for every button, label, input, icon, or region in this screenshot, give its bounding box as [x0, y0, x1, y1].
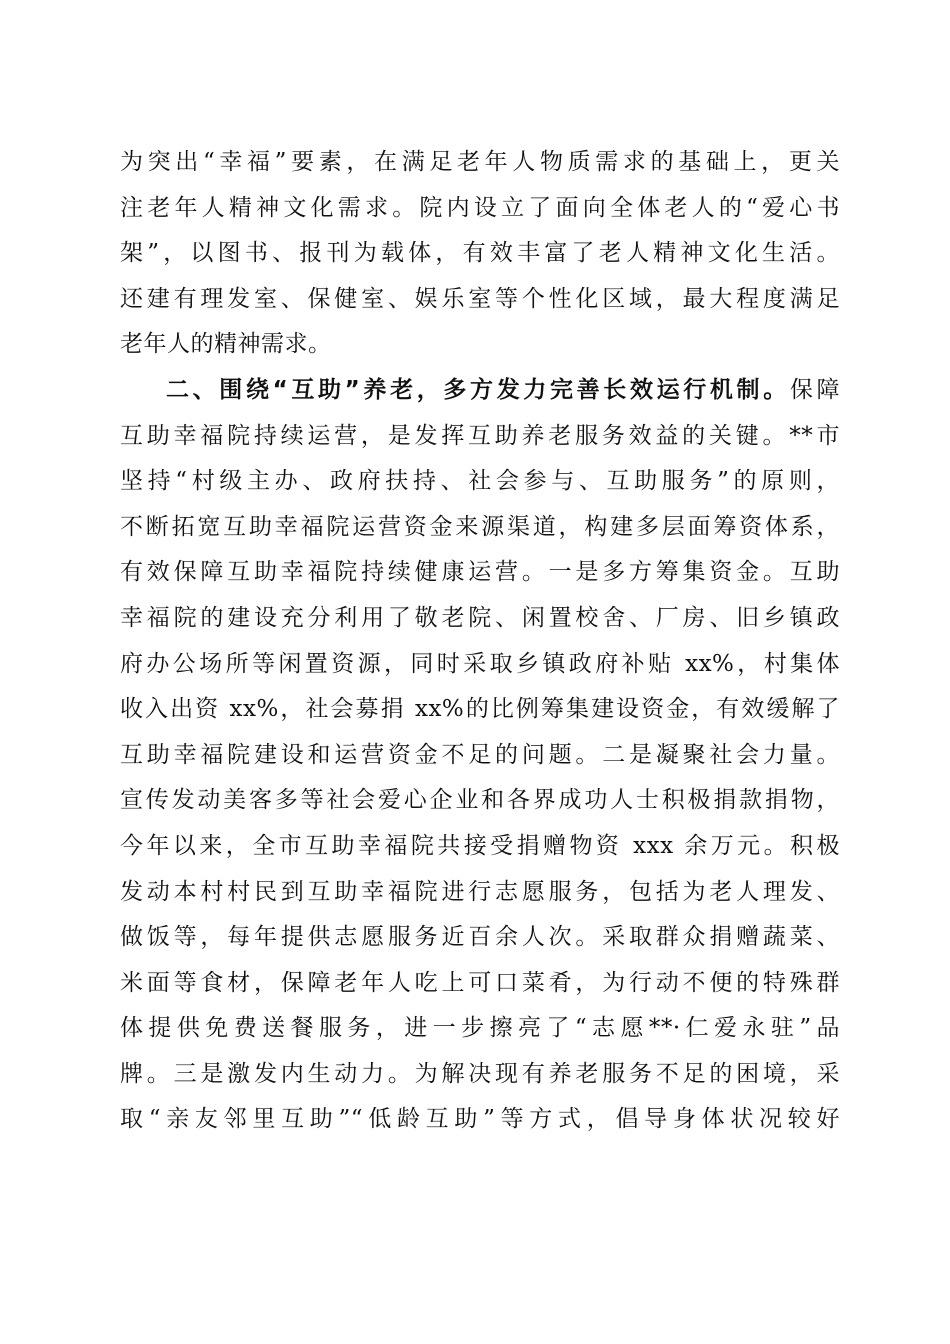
paragraph-2: [120, 368, 840, 1143]
document-body: [120, 140, 840, 1143]
text-line: 米面等食材，保障老年人吃上可口菜肴，为行动不便的特殊群: [120, 969, 840, 996]
text-line: 取“亲友邻里互助”“低龄互助”等方式，倡导身体状况较好: [120, 1106, 840, 1133]
text-line: 为突出“幸福”要素，在满足老年人物质需求的基础上，更关: [120, 149, 840, 175]
text-line: 坚持“村级主办、政府扶持、社会参与、互助服务”的原则，: [120, 468, 840, 495]
text-line: 宣传发动美客多等社会爱心企业和各界成功人士积极捐款捐物，: [120, 787, 840, 814]
text-line: 不断拓宽互助幸福院运营资金来源渠道，构建多层面筹资体系，: [120, 513, 840, 540]
text-line: 收入出资 xx%，社会募捐 xx%的比例筹集建设资金，有效缓解了: [120, 696, 840, 723]
text-line: 做饭等，每年提供志愿服务近百余人次。采取群众捐赠蔬菜、: [120, 924, 840, 951]
text-line: 发动本村村民到互助幸福院进行志愿服务，包括为老人理发、: [120, 878, 840, 905]
text-line: 注老年人精神文化需求。院内设立了面向全体老人的“爱心书: [120, 194, 840, 221]
text-line: 架”，以图书、报刊为载体，有效丰富了老人精神文化生活。: [120, 240, 840, 267]
text-run: 保障: [789, 376, 841, 403]
text-line: 互助幸福院持续运营，是发挥互助养老服务效益的关键。**市: [120, 422, 840, 449]
text-line: 体提供免费送餐服务，进一步擦亮了“志愿**·仁爱永驻”品: [120, 1015, 840, 1042]
paragraph-2-first-line: [120, 368, 840, 414]
text-line: 府办公场所等闲置资源，同时采取乡镇政府补贴 xx%，村集体: [120, 650, 840, 677]
text-line: 牌。三是激发内生动力。为解决现有养老服务不足的困境，采: [120, 1060, 840, 1087]
text-line: 有效保障互助幸福院持续健康运营。一是多方筹集资金。互助: [120, 559, 840, 586]
text-line: 还建有理发室、保健室、娱乐室等个性化区域，最大程度满足: [120, 285, 840, 312]
section-heading: 二、围绕“互助”养老，多方发力完善长效运行机制。: [166, 376, 790, 403]
text-line: 互助幸福院建设和运营资金不足的问题。二是凝聚社会力量。: [120, 741, 840, 768]
text-line: 今年以来，全市互助幸福院共接受捐赠物资 xxx 余万元。积极: [120, 832, 840, 859]
text-line: 幸福院的建设充分利用了敬老院、闲置校舍、厂房、旧乡镇政: [120, 604, 840, 631]
text-line: 老年人的精神需求。: [120, 331, 332, 358]
paragraph-1: [120, 140, 840, 368]
